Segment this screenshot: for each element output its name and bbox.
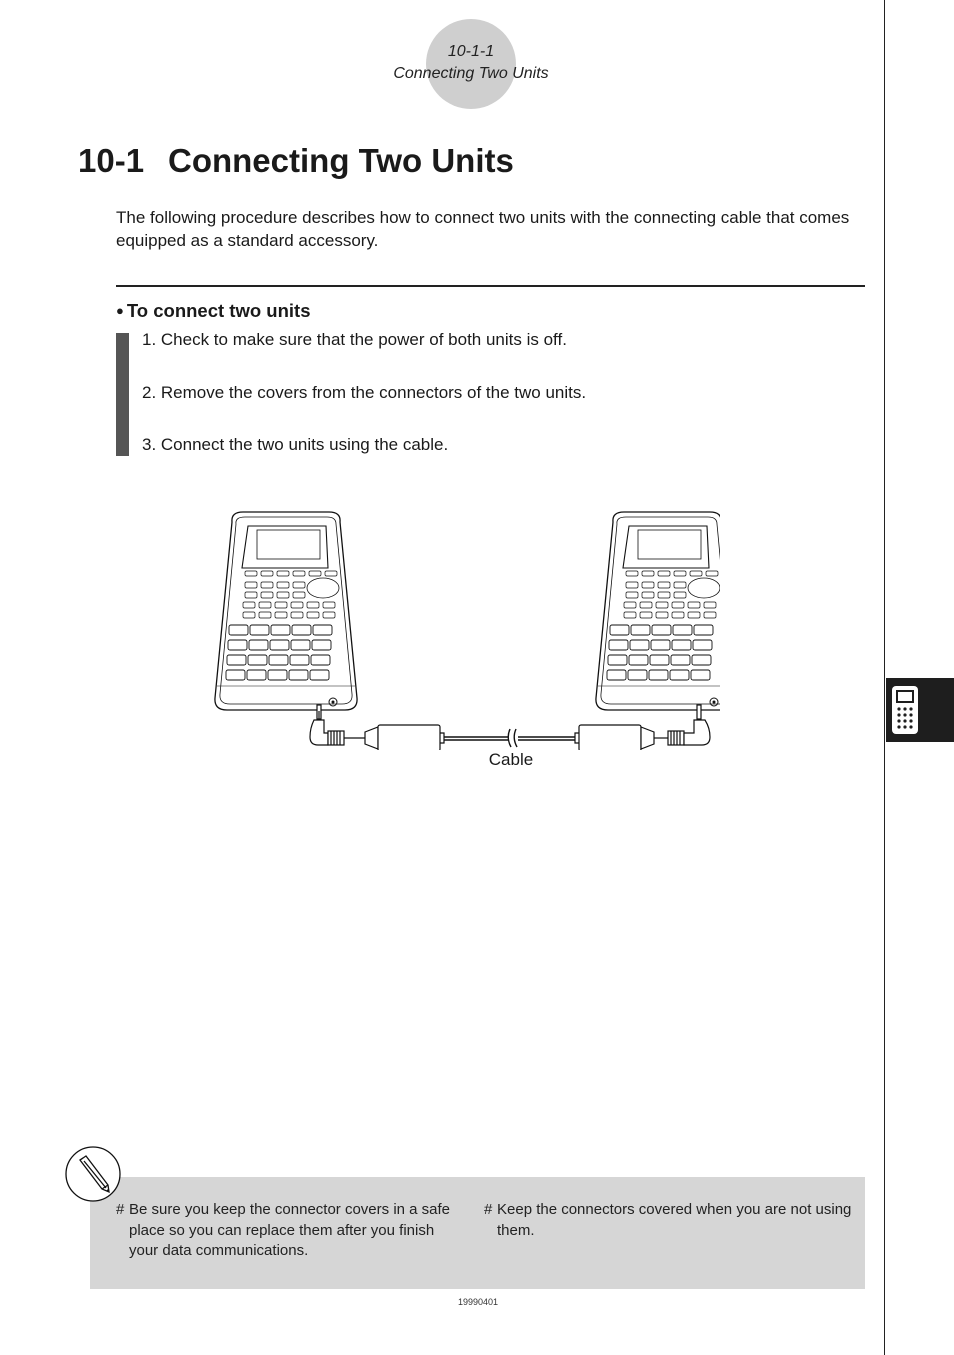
- note-2: [484, 1200, 854, 1241]
- page-title: [78, 142, 514, 180]
- title-text: Connecting Two Units: [168, 142, 514, 179]
- step-2: 2. Remove the covers from the connectors of the two units.: [142, 383, 587, 402]
- header-section-title: Connecting Two Units: [393, 65, 549, 82]
- right-unit-calculator-icon: [596, 512, 720, 710]
- section-divider: [116, 285, 865, 287]
- page-edge-line: [884, 0, 885, 1355]
- procedure-title: To connect two units: [126, 300, 311, 321]
- note-1-mark: #: [116, 1201, 125, 1218]
- calculator-icon: [890, 684, 920, 736]
- note-1: [116, 1200, 466, 1262]
- steps-bar: [116, 333, 129, 456]
- header-section-number: 10-1-1: [447, 43, 495, 60]
- note-2-text: Keep the connectors covered when you are not using them.: [497, 1201, 852, 1239]
- footer-code: 19990401: [457, 1297, 499, 1307]
- step-1: 1. Check to make sure that the power of both units is off.: [142, 330, 567, 349]
- pencil-icon: [64, 1145, 122, 1208]
- connection-cable: [310, 705, 710, 750]
- bullet-icon: ●: [116, 303, 124, 318]
- header-tab-circle: [426, 19, 516, 109]
- connection-figure: [200, 495, 720, 755]
- step-3: 3. Connect the two units using the cable.: [142, 435, 449, 454]
- side-tab: [886, 678, 954, 742]
- title-number: 10-1: [78, 142, 145, 179]
- note-1-text: Be sure you keep the connector covers in a safe place so you can replace them after you finish your data communications.: [129, 1201, 451, 1259]
- cable-label: Cable: [488, 750, 534, 769]
- procedure-heading: [116, 300, 310, 322]
- connection-diagram: [200, 495, 720, 750]
- left-unit-calculator-icon: [215, 512, 357, 710]
- intro-paragraph: The following procedure describes how to connect two units with the connecting cable that comes equipped as a standard accessory.: [116, 208, 850, 250]
- note-2-mark: #: [484, 1201, 493, 1218]
